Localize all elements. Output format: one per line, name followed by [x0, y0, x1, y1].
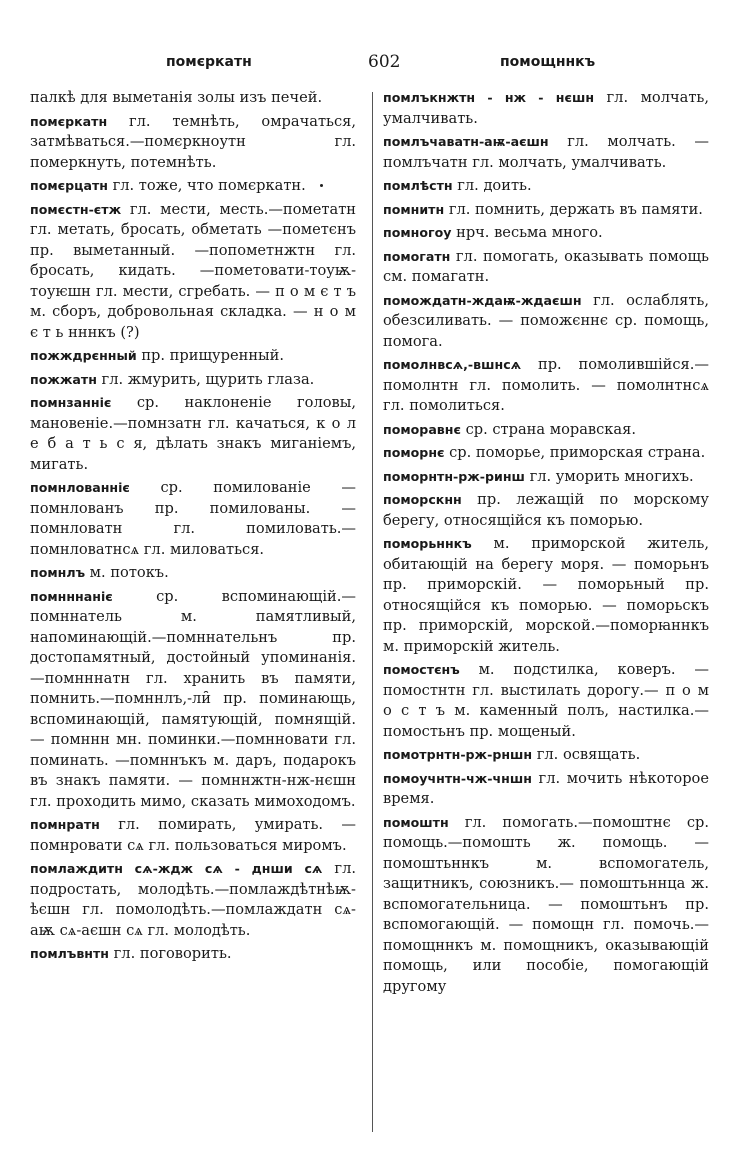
entry: [30, 815, 356, 856]
entry: [30, 393, 356, 475]
definition: гл. молчать. —помлъчатн гл. молчать, умалчивать.: [383, 133, 709, 171]
definition: гл. ослаблять, обезсиливать. — поможєннє ср. помощь, помога.: [383, 291, 709, 350]
headword: поморнтн-рж-ринш: [383, 468, 525, 484]
header-right-headword: помощннкъ: [500, 54, 596, 70]
definition: м. потокъ.: [85, 564, 169, 581]
headword: помєркатн: [30, 113, 108, 129]
headword: помлъкнжтн - нж - нєшн: [383, 90, 595, 105]
entry: [30, 200, 356, 344]
headword: помоштн: [383, 814, 449, 830]
entry: [383, 534, 709, 657]
definition: гл. подростать, молодѣть.—помлаждѣтнѣѭ-ѣєшн гл. помолодѣть.—помлаждатн сѧ-аѭ сѧ-аєшн сѧ гл. молодѣть.: [30, 860, 356, 939]
entry: [30, 859, 356, 941]
headword: помєстн-єтж: [30, 201, 122, 217]
entry: [383, 88, 709, 129]
headword: помнлъ: [30, 565, 86, 580]
headword: помлъчаватн-аѭ-аєшн: [383, 134, 549, 149]
entry: [383, 490, 709, 531]
entry: [30, 112, 356, 174]
headword: помнзанніє: [30, 395, 112, 410]
column-divider: [372, 92, 373, 1132]
headword: поморнє: [383, 445, 445, 460]
definition: гл. мести, месть.—пометатн гл. метать, бросать, обметать —пометєнъ пр. выметанный. —попометнжтн гл. бросать, кидать. —пометовати-тоуѭ-тоуѥшн гл. мести, сгребать. — п о м є т ъ м. сборъ, добровольная складка. — н о м є т ь нннкъ (?): [30, 200, 356, 341]
headword: поморавнє: [383, 421, 461, 437]
headword: помлѣстн: [383, 178, 453, 193]
entry: [30, 176, 356, 197]
headword: помлаждитн сѧ-ждж сѧ - днши сѧ: [30, 861, 323, 876]
definition: гл. темнѣть, омрачаться, затмѣваться.—помєркноутн гл. померкнуть, потемнѣть.: [30, 112, 356, 171]
definition: палкѣ для выметанія золы изъ печей.: [30, 89, 323, 106]
definition: нрч. весьма много.: [451, 224, 603, 241]
headword: пожжатн: [30, 371, 97, 387]
entry: [383, 132, 709, 173]
page-header: [30, 52, 707, 74]
definition: гл. помогать.—помоштнє ср. помощь.—помошть ж. помощь. — помоштьннкъ м. вспомогатель, защитникъ, союзникъ.— помоштьннца ж. вспомогательница. — помоштьнъ пр. вспомогающій. — помощн гл. помочь.— помощннкъ м. помощникъ, оказывающій помощь, или пособіе, помогающій другому: [383, 813, 709, 995]
headword: помождатн-ждаѭ-ждаєшн: [383, 292, 582, 308]
definition: гл. доить.: [452, 177, 532, 194]
entry: [383, 467, 709, 488]
headword: помотрнтн-рж-рншн: [383, 747, 533, 762]
page-number: 602: [368, 52, 401, 72]
headword: поморскнн: [383, 492, 462, 507]
entry: [30, 88, 356, 109]
headword: помоучнтн-чж-чншн: [383, 770, 532, 786]
definition: ср. вспоминающій.—помннатель м. памятливый, напоминающій.—помннательнъ пр. достопамятный, достойный упоминанія. —помнннатн гл. хранить въ памяти, помнить.—помннлъ,-ли̑ пр. поминающь, вспоминающій, памятующій, помнящій. — помннн мн. поминки.—помнновати гл. поминать. —помннъкъ м. даръ, подарокъ въ знакъ памяти. — помннжтн-нж-нєшн гл. проходить мимо, сказать мимоходомъ.: [30, 587, 356, 810]
entry: [383, 200, 709, 221]
definition: пр. помолившійся.—помолнтн гл. помолить. — помолнтнсѧ гл. помолиться.: [383, 356, 709, 414]
entry: [383, 223, 709, 244]
definition: пр. прищуренный.: [136, 347, 285, 364]
headword: помєрцатн: [30, 178, 108, 193]
entry: [383, 420, 709, 441]
definition: гл. освящать.: [532, 746, 641, 763]
headword: помногоу: [383, 225, 452, 240]
entry: [383, 769, 709, 810]
right-column: [383, 88, 709, 1000]
definition: гл. уморить многихъ.: [524, 467, 694, 485]
headword: помлъвнтн: [30, 946, 110, 961]
entry: [383, 660, 709, 742]
definition: ср. помилованіе — помнлованъ пр. помилованы. — помнловатн гл. помиловать.—помнловатнсѧ гл. миловаться.: [30, 479, 356, 558]
entry: [30, 587, 356, 813]
entry: [383, 176, 709, 197]
entry: [30, 563, 356, 584]
headword: поморьннкъ: [383, 536, 472, 551]
definition: ср. наклоненіе головы, мановеніе.—помнзатн гл. качаться, к о л е б а т ь с я, дѣлать знакъ миганіемъ, мигать.: [30, 394, 356, 473]
entry: [30, 346, 356, 367]
entry: [383, 247, 709, 288]
entry: [383, 443, 709, 464]
entry: [30, 944, 356, 965]
entry: [30, 478, 356, 560]
definition: гл. помнить, держать въ памяти.: [444, 200, 703, 218]
header-left-headword: помєркатн: [166, 54, 252, 70]
entry: [383, 355, 709, 417]
definition: гл. жмурить, щурить глаза.: [96, 370, 315, 388]
entry: [383, 813, 709, 998]
definition: ср. страна моравская.: [460, 420, 636, 438]
headword: помолнвсѧ,-вшнсѧ: [383, 357, 522, 372]
headword: помнитн: [383, 201, 445, 217]
definition: гл. помирать, умирать. — помнровати сѧ гл. пользоваться миромъ.: [30, 816, 356, 854]
definition: гл. молчать, умалчивать.: [383, 89, 709, 127]
entry: [30, 370, 356, 391]
headword: помогатн: [383, 248, 451, 264]
headword: помнлованніє: [30, 480, 130, 495]
definition: пр. лежащій по морскому берегу, относящійся къ поморью.: [383, 491, 709, 529]
definition: гл. тоже, что помєркатн.: [107, 177, 306, 194]
left-column: [30, 88, 356, 968]
headword: помнратн: [30, 817, 100, 832]
headword: помнннаніє: [30, 588, 113, 604]
definition: м. подстилка, коверъ. — помостнтн гл. выстилать дорогу.— п о м о с т ъ м. каменный полъ, настилка.— помостьнъ пр. мощеный.: [383, 661, 709, 740]
headword: пожждрєнный: [30, 348, 137, 363]
definition: гл. мочить нѣкоторое время.: [383, 769, 709, 807]
headword: помостєнъ: [383, 662, 460, 677]
definition: м. приморской житель, обитающій на берегу моря. — поморьнъ пр. приморскій. — поморьный пр. относящійся къ поморью. — поморьскъ пр. приморскій, морской.—поморꙗннкъ м. приморскій житель.: [383, 535, 709, 655]
definition: гл. поговорить.: [109, 945, 232, 962]
definition: ср. поморье, приморская страна.: [444, 444, 706, 461]
definition: гл. помогать, оказывать помощь см. помагатн.: [383, 247, 709, 285]
entry: [383, 291, 709, 353]
entry: [383, 745, 709, 766]
